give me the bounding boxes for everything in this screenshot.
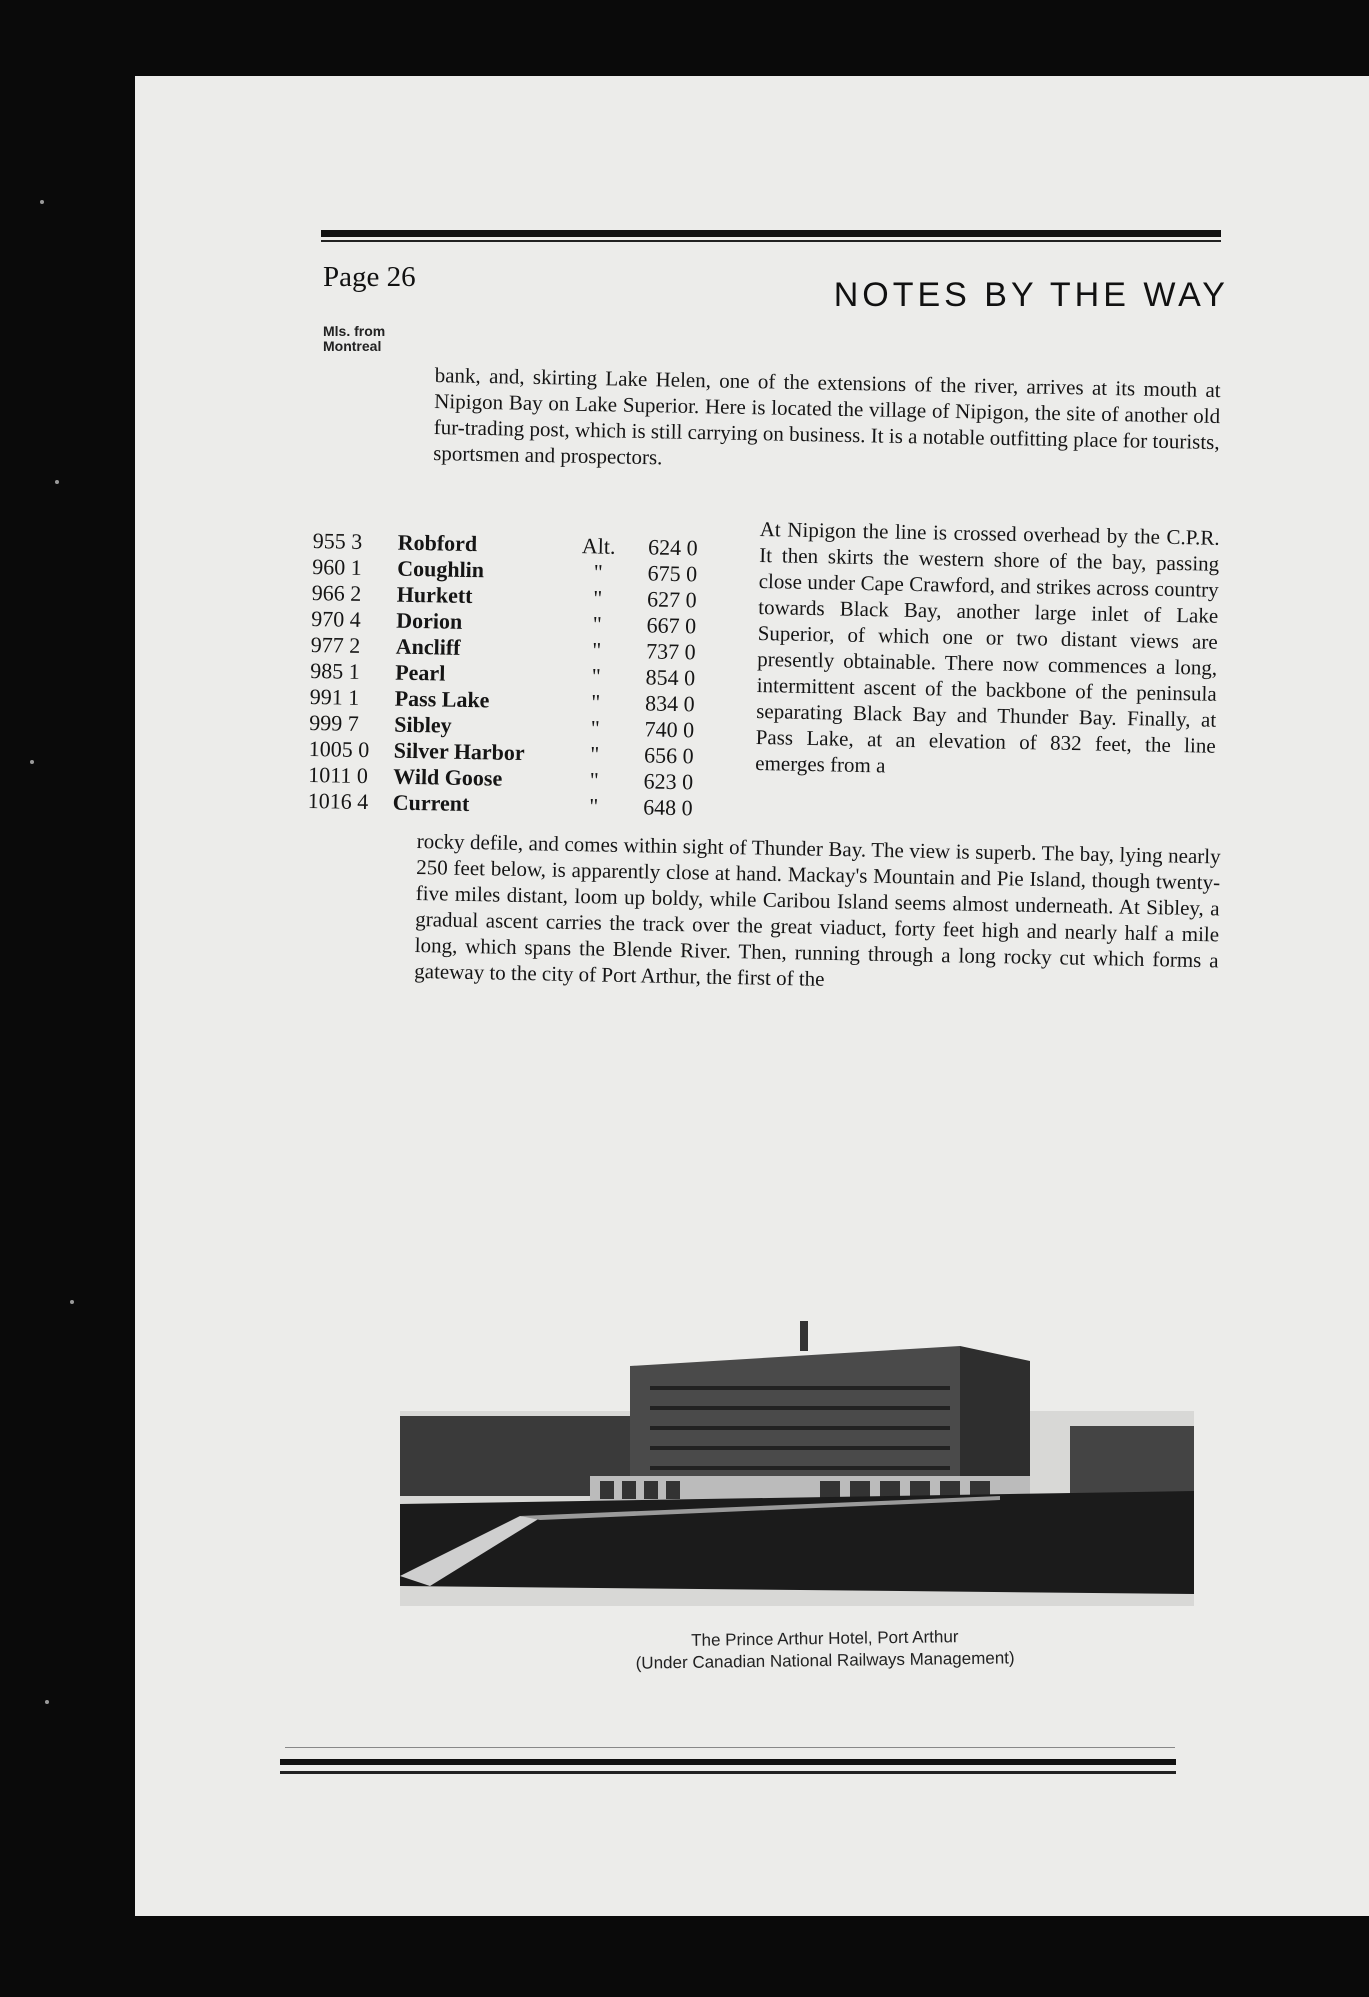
- station-mileage: 977 2: [310, 631, 361, 658]
- station-altitude: 623 0: [643, 768, 694, 795]
- footer-rule-lower: [280, 1771, 1176, 1774]
- station-name: Wild Goose: [393, 763, 503, 791]
- footer-rule-thin: [285, 1747, 1175, 1748]
- station-alt-label: ": [591, 663, 601, 689]
- mileage-label-line2: Montreal: [323, 338, 382, 354]
- scan-speck: [55, 480, 59, 484]
- station-mileage: 991 1: [309, 683, 360, 710]
- side-paragraph: At Nipigon the line is crossed overhead by the C.P.R. It then skirts the western shore of the bay, passing close under Cape Crawford, and strikes across country towards Black Bay, another large inlet of Lake Superior, of which one or two distant views are presently obtainable. There now commences a long, intermittent ascent of the backbone of the peninsula separating Black Bay and Thunder Bay. Finally, at Pass Lake, at an elevation of 832 feet, the line emerges from a: [755, 516, 1220, 778]
- caption-line1: The Prince Arthur Hotel, Port Arthur: [691, 1627, 959, 1650]
- station-name: Pearl: [395, 659, 446, 686]
- station-name: Coughlin: [397, 555, 485, 583]
- station-alt-label: ": [588, 793, 599, 819]
- station-alt-label: ": [590, 689, 601, 715]
- page-number: Page 26: [323, 261, 416, 293]
- scan-speck: [70, 1300, 74, 1304]
- scan-speck: [30, 760, 34, 764]
- station-table: [308, 528, 763, 823]
- intro-paragraph: bank, and, skirting Lake Helen, one of the extensions of the river, arrives at its mouth at Nipigon Bay on Lake Superior. Here is located the village of Nipigon, the site of another old fur-trading post, which is still carrying on business. It is a notable outfitting place for tourists, sportsmen and prospectors.: [433, 362, 1221, 470]
- station-mileage: 1016 4: [307, 787, 369, 815]
- station-altitude: 740 0: [644, 716, 695, 743]
- station-mileage: 970 4: [311, 605, 361, 632]
- station-alt-label: ": [591, 637, 602, 663]
- station-mileage: 985 1: [310, 657, 360, 684]
- station-alt-label: ": [590, 715, 600, 741]
- station-name: Dorion: [396, 607, 463, 634]
- station-alt-label: ": [593, 559, 603, 585]
- station-altitude: 737 0: [645, 638, 696, 665]
- station-altitude: 854 0: [645, 664, 696, 691]
- station-alt-label: ": [592, 611, 602, 637]
- station-mileage: 966 2: [311, 579, 362, 606]
- mileage-column-label: [323, 324, 385, 354]
- station-alt-label: ": [592, 585, 603, 611]
- station-name: Sibley: [394, 711, 452, 738]
- scan-speck: [45, 1700, 49, 1704]
- hotel-photo: [400, 1276, 1194, 1606]
- station-altitude: 624 0: [647, 534, 698, 561]
- footer-rule: [280, 1759, 1176, 1765]
- scan-speck: [40, 200, 44, 204]
- photo-caption: [455, 1623, 1196, 1677]
- station-name: Pass Lake: [394, 685, 490, 713]
- station-alt-label: Alt.: [581, 533, 616, 559]
- header-rule: [321, 230, 1221, 237]
- station-mileage: 960 1: [312, 553, 362, 580]
- station-name: Ancliff: [395, 633, 461, 660]
- station-alt-label: ": [589, 741, 600, 767]
- mileage-label-line1: Mls. from: [323, 323, 386, 339]
- scanned-page: [135, 76, 1369, 1916]
- station-mileage: 955 3: [312, 528, 363, 554]
- caption-line2: (Under Canadian National Railways Management): [635, 1648, 1015, 1673]
- station-name: Silver Harbor: [393, 737, 525, 766]
- station-name: Current: [392, 789, 470, 817]
- station-mileage: 1005 0: [308, 735, 370, 763]
- station-altitude: 656 0: [643, 742, 694, 769]
- station-altitude: 675 0: [647, 560, 698, 587]
- station-mileage: 999 7: [309, 709, 359, 736]
- main-paragraph: rocky defile, and comes within sight of Thunder Bay. The view is superb. The bay, lying nearly 250 feet below, is apparently close at hand. Mackay's Mountain and Pie Island, though twenty-five miles distant, loom up boldy, while Caribou Island seems almost underneath. At Sibley, a gradual ascent carries the track over the great viaduct, forty feet high and nearly half a mile long, which spans the Blende River. Then, running through a long rocky cut which forms a gateway to the city of Port Arthur, the first of the: [414, 828, 1221, 991]
- station-altitude: 648 0: [642, 794, 693, 821]
- running-title: NOTES BY THE WAY: [833, 276, 1229, 314]
- station-mileage: 1011 0: [308, 761, 369, 789]
- station-alt-label: ": [589, 767, 599, 793]
- station-name: Robford: [397, 529, 478, 557]
- station-altitude: 834 0: [644, 690, 695, 717]
- station-altitude: 667 0: [646, 612, 697, 639]
- station-name: Hurkett: [396, 581, 473, 609]
- header-rule-thin: [321, 240, 1221, 242]
- station-altitude: 627 0: [646, 586, 697, 613]
